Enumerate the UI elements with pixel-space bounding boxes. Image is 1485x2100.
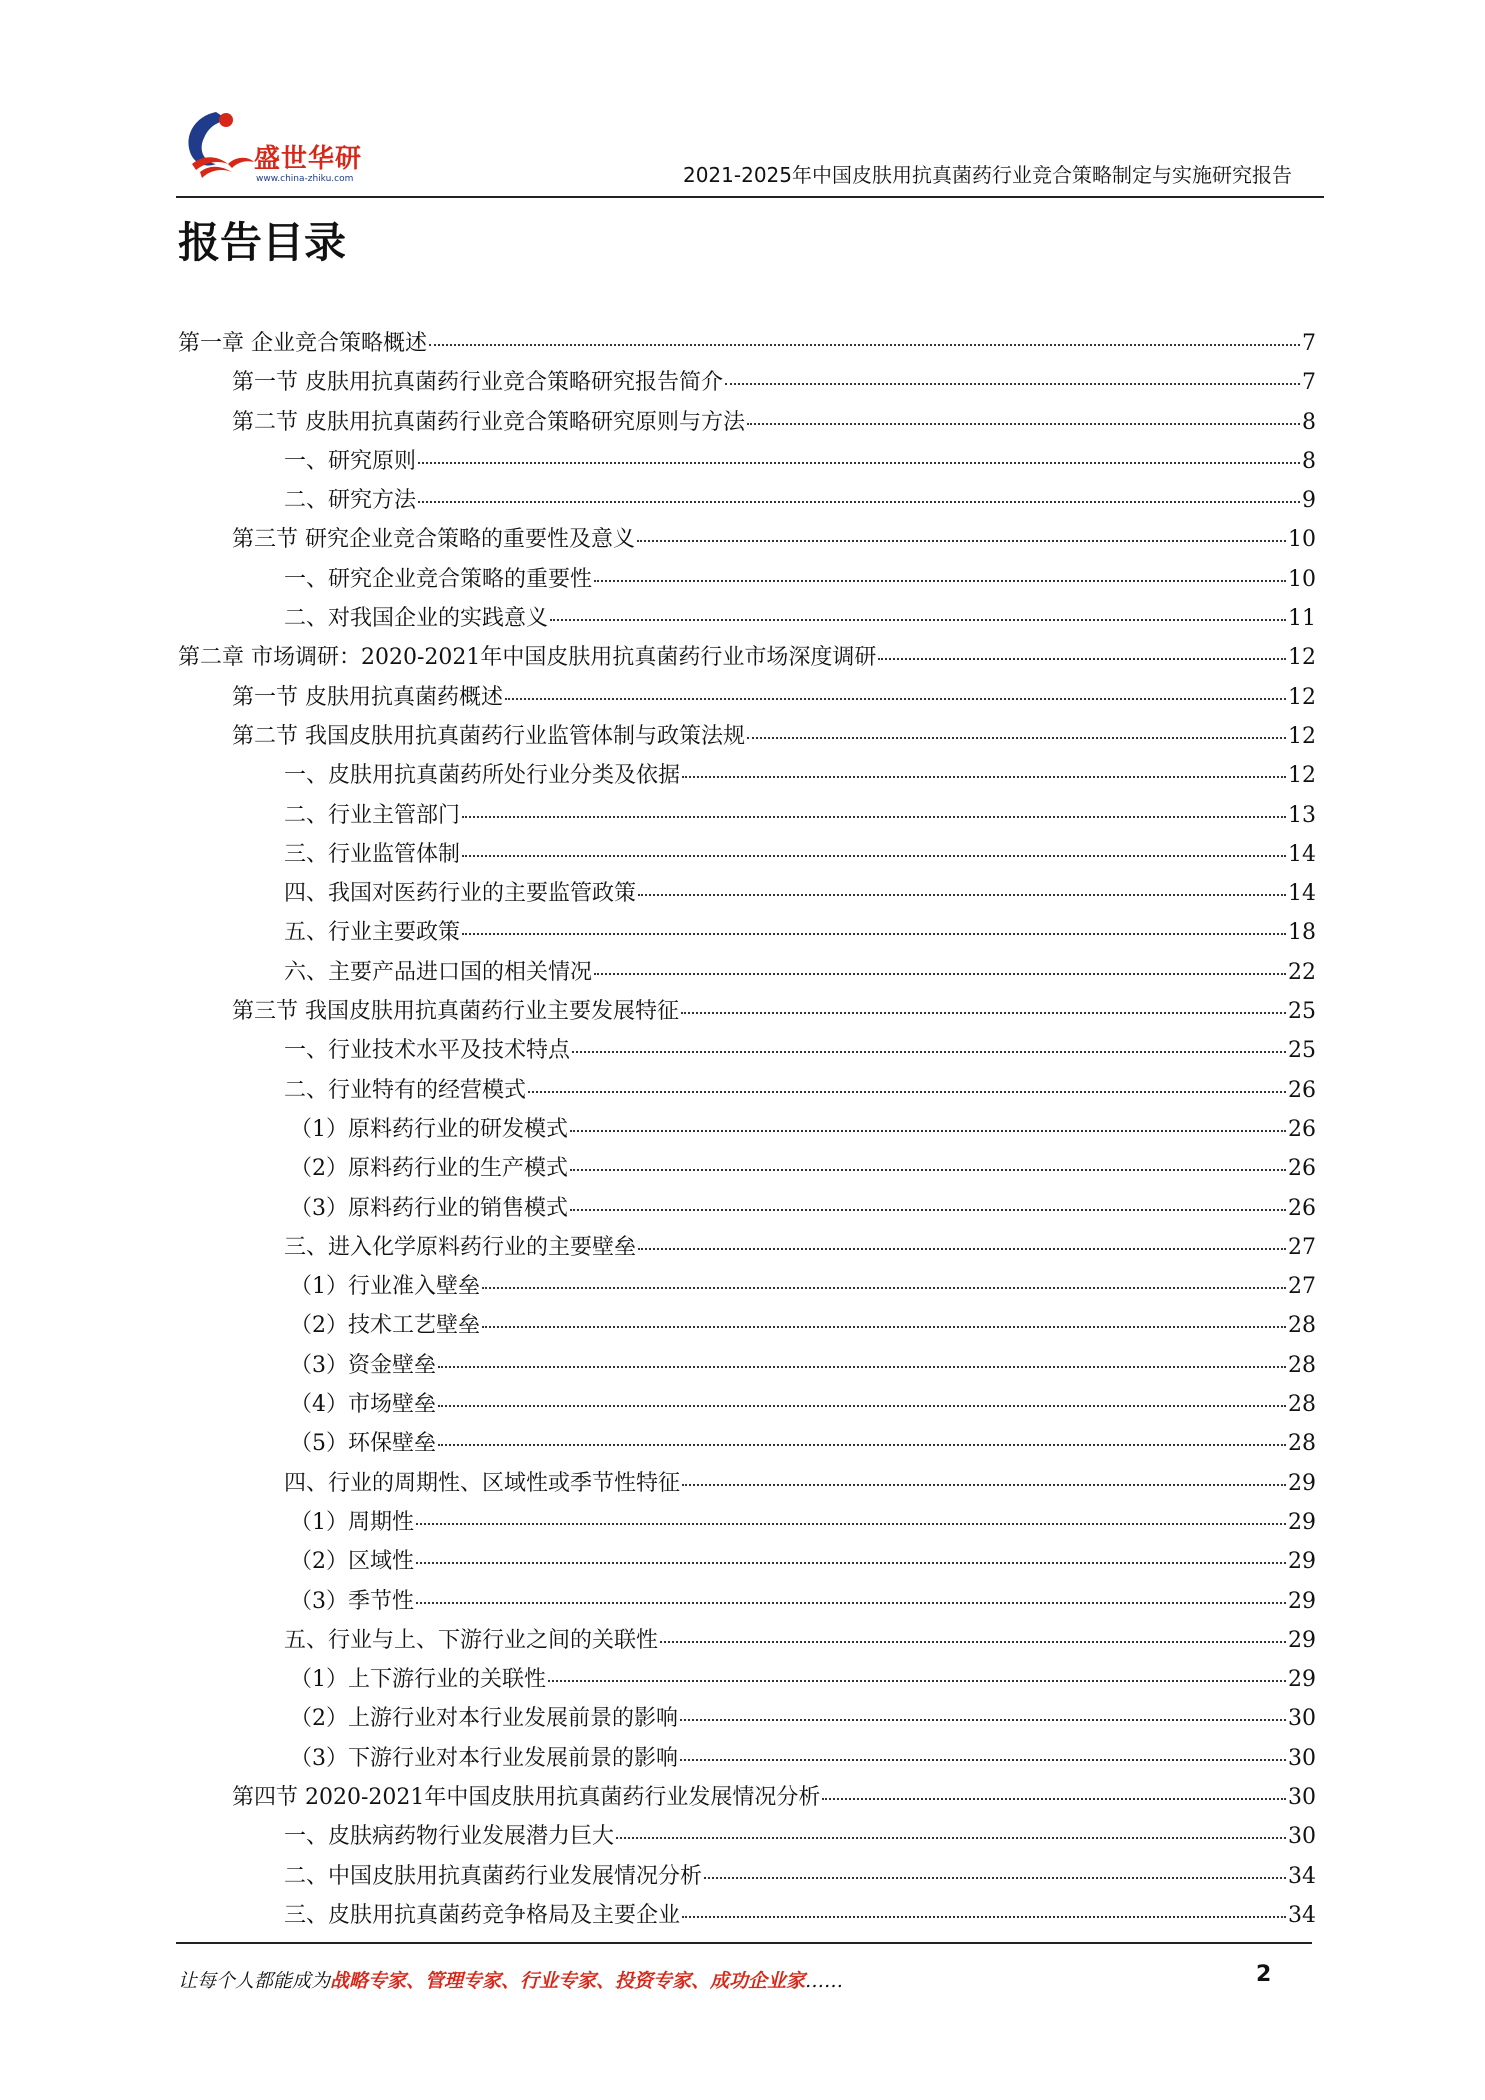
toc-dot-leader xyxy=(682,776,1286,778)
toc-entry-page: 12 xyxy=(1288,763,1316,789)
toc-entry-page: 30 xyxy=(1288,1706,1316,1732)
toc-entry-title: 二、对我国企业的实践意义 xyxy=(284,606,549,632)
toc-entry-page: 10 xyxy=(1288,527,1316,553)
toc-entry[interactable] xyxy=(178,758,1316,797)
toc-entry[interactable] xyxy=(178,1505,1316,1544)
toc-entry[interactable] xyxy=(178,326,1316,365)
toc-entry-title: （1）周期性 xyxy=(290,1509,414,1535)
toc-dot-leader xyxy=(418,462,1300,464)
toc-entry-title: 第一章 企业竞合策略概述 xyxy=(178,331,427,356)
toc-entry[interactable] xyxy=(178,1544,1316,1583)
toc-entry-title: （4）市场壁垒 xyxy=(290,1392,436,1418)
toc-entry[interactable] xyxy=(178,719,1316,758)
page-number: 2 xyxy=(1256,1962,1272,1987)
toc-entry-title: 一、研究原则 xyxy=(284,448,417,474)
toc-entry-page: 27 xyxy=(1288,1234,1316,1260)
footer-prefix: 让每个人都能成为 xyxy=(178,1970,331,1992)
toc-dot-leader xyxy=(822,1798,1286,1800)
toc-entry[interactable] xyxy=(178,915,1316,954)
toc-dot-leader xyxy=(878,658,1286,660)
toc-entry-title: 三、皮肤用抗真菌药竞争格局及主要企业 xyxy=(284,1902,681,1928)
logo-name: 盛世华研 xyxy=(254,144,363,174)
toc-entry[interactable] xyxy=(178,1859,1316,1898)
toc-entry-page: 18 xyxy=(1288,920,1316,946)
toc-entry[interactable] xyxy=(178,1466,1316,1505)
toc-entry-page: 28 xyxy=(1288,1352,1316,1378)
toc-entry-title: （2）上游行业对本行业发展前景的影响 xyxy=(290,1706,678,1732)
toc-entry-page: 27 xyxy=(1288,1274,1316,1300)
toc-entry-title: 第三节 我国皮肤用抗真菌药行业主要发展特征 xyxy=(232,999,679,1025)
company-logo xyxy=(176,106,396,190)
toc-dot-leader xyxy=(616,1837,1286,1839)
toc-entry[interactable] xyxy=(178,1662,1316,1701)
toc-entry-title: （2）技术工艺壁垒 xyxy=(290,1313,480,1339)
toc-entry-title: （3）资金壁垒 xyxy=(290,1352,436,1378)
toc-entry-title: 第二章 市场调研：2020-2021年中国皮肤用抗真菌药行业市场深度调研 xyxy=(178,645,877,671)
toc-entry[interactable] xyxy=(178,798,1316,837)
toc-entry[interactable] xyxy=(178,955,1316,994)
toc-dot-leader xyxy=(680,1759,1286,1761)
toc-entry-title: 四、我国对医药行业的主要监管政策 xyxy=(284,881,637,907)
toc-dot-leader xyxy=(572,1051,1286,1053)
toc-dot-leader xyxy=(462,933,1286,935)
toc-entry-page: 30 xyxy=(1288,1745,1316,1771)
toc-dot-leader xyxy=(637,540,1286,542)
toc-entry-title: （2）区域性 xyxy=(290,1549,414,1575)
toc-entry-page: 10 xyxy=(1288,566,1316,592)
toc-entry[interactable] xyxy=(178,680,1316,719)
toc-entry-title: 一、研究企业竞合策略的重要性 xyxy=(284,566,593,592)
toc-entry-title: 一、皮肤用抗真菌药所处行业分类及依据 xyxy=(284,763,681,789)
toc-entry[interactable] xyxy=(178,1191,1316,1230)
toc-dot-leader xyxy=(747,737,1286,739)
toc-entry[interactable] xyxy=(178,876,1316,915)
toc-entry[interactable] xyxy=(178,483,1316,522)
toc-entry[interactable] xyxy=(178,1701,1316,1740)
toc-entry[interactable] xyxy=(178,601,1316,640)
toc-dot-leader xyxy=(482,1326,1286,1328)
footer-highlight: 战略专家、管理专家、行业专家、投资专家、成功企业家 xyxy=(330,1970,806,1992)
toc-entry-title: 二、行业特有的经营模式 xyxy=(284,1077,527,1103)
toc-dot-leader xyxy=(747,423,1300,425)
toc-entry-title: 二、研究方法 xyxy=(284,488,417,514)
toc-entry-title: 一、行业技术水平及技术特点 xyxy=(284,1038,571,1064)
toc-entry-page: 34 xyxy=(1288,1902,1316,1928)
toc-entry[interactable] xyxy=(178,365,1316,404)
toc-entry-title: 四、行业的周期性、区域性或季节性特征 xyxy=(284,1470,681,1496)
toc-entry[interactable] xyxy=(178,1623,1316,1662)
toc-entry[interactable] xyxy=(178,1230,1316,1269)
toc-entry[interactable] xyxy=(178,640,1316,679)
toc-entry[interactable] xyxy=(178,837,1316,876)
toc-entry-page: 29 xyxy=(1288,1509,1316,1535)
toc-entry-page: 7 xyxy=(1302,331,1316,356)
toc-entry-title: （5）环保壁垒 xyxy=(290,1431,436,1457)
toc-entry-title: 一、皮肤病药物行业发展潜力巨大 xyxy=(284,1824,615,1850)
toc-entry-page: 13 xyxy=(1288,802,1316,828)
toc-entry-title: 第一节 皮肤用抗真菌药概述 xyxy=(232,684,503,710)
toc-entry-page: 28 xyxy=(1288,1392,1316,1418)
toc-entry[interactable] xyxy=(178,1780,1316,1819)
toc-entry[interactable] xyxy=(178,1033,1316,1072)
toc-entry[interactable] xyxy=(178,1898,1316,1937)
toc-dot-leader xyxy=(416,1523,1286,1525)
toc-entry-page: 29 xyxy=(1288,1667,1316,1693)
toc-dot-leader xyxy=(638,1248,1286,1250)
toc-entry-page: 7 xyxy=(1302,370,1316,396)
toc-entry[interactable] xyxy=(178,1073,1316,1112)
toc-dot-leader xyxy=(550,619,1286,621)
toc-entry[interactable] xyxy=(178,1741,1316,1780)
toc-entry-page: 29 xyxy=(1288,1627,1316,1653)
logo-url: www.china-zhiku.com xyxy=(256,174,354,184)
toc-dot-leader xyxy=(548,1680,1286,1682)
footer-slogan xyxy=(178,1966,843,1993)
toc-entry[interactable] xyxy=(178,1269,1316,1308)
toc-dot-leader xyxy=(638,894,1286,896)
toc-dot-leader xyxy=(594,973,1286,975)
toc-dot-leader xyxy=(429,344,1300,346)
toc-entry-page: 25 xyxy=(1288,1038,1316,1064)
toc-entry-title: 第一节 皮肤用抗真菌药行业竞合策略研究报告简介 xyxy=(232,370,723,396)
toc-entry-title: 五、行业与上、下游行业之间的关联性 xyxy=(284,1627,659,1653)
toc-dot-leader xyxy=(570,1209,1286,1211)
toc-entry-page: 29 xyxy=(1288,1588,1316,1614)
toc-entry-title: （3）季节性 xyxy=(290,1588,414,1614)
toc-entry-title: 第二节 我国皮肤用抗真菌药行业监管体制与政策法规 xyxy=(232,723,745,749)
report-title: 2021-2025年中国皮肤用抗真菌药行业竞合策略制定与实施研究报告 xyxy=(682,163,1292,187)
toc-entry[interactable] xyxy=(178,1112,1316,1151)
toc-entry-page: 26 xyxy=(1288,1116,1316,1142)
toc-entry[interactable] xyxy=(178,1308,1316,1347)
toc-dot-leader xyxy=(682,1484,1286,1486)
toc-entry-title: （3）下游行业对本行业发展前景的影响 xyxy=(290,1745,678,1771)
toc-dot-leader xyxy=(482,1287,1286,1289)
toc-entry-page: 34 xyxy=(1288,1863,1316,1889)
toc-entry-title: （2）原料药行业的生产模式 xyxy=(290,1156,568,1182)
page-header xyxy=(176,96,1324,198)
toc-entry-page: 26 xyxy=(1288,1156,1316,1182)
toc-dot-leader xyxy=(681,1012,1286,1014)
toc-entry-title: （3）原料药行业的销售模式 xyxy=(290,1195,568,1221)
toc-entry-page: 29 xyxy=(1288,1470,1316,1496)
toc-entry-title: 三、行业监管体制 xyxy=(284,841,461,867)
footer-suffix: …… xyxy=(805,1970,844,1992)
toc-entry-page: 26 xyxy=(1288,1077,1316,1103)
toc-entry-title: （1）行业准入壁垒 xyxy=(290,1274,480,1300)
toc-dot-leader xyxy=(680,1719,1286,1721)
toc-dot-leader xyxy=(570,1130,1286,1132)
toc-entry-page: 8 xyxy=(1302,448,1316,474)
toc-entry-title: 二、中国皮肤用抗真菌药行业发展情况分析 xyxy=(284,1863,703,1889)
toc-dot-leader xyxy=(505,698,1286,700)
toc-entry-page: 28 xyxy=(1288,1431,1316,1457)
toc-entry-page: 14 xyxy=(1288,881,1316,907)
toc-dot-leader xyxy=(416,1602,1286,1604)
toc-dot-leader xyxy=(416,1562,1286,1564)
toc-entry-page: 30 xyxy=(1288,1784,1316,1810)
toc-entry[interactable] xyxy=(178,1151,1316,1190)
logo-emblem-icon xyxy=(176,106,266,190)
toc-entry-title: 第二节 皮肤用抗真菌药行业竞合策略研究原则与方法 xyxy=(232,409,745,435)
toc-entry[interactable] xyxy=(178,1426,1316,1465)
toc-dot-leader xyxy=(594,580,1286,582)
toc-entry-page: 12 xyxy=(1288,723,1316,749)
toc-dot-leader xyxy=(438,1366,1286,1368)
toc-dot-leader xyxy=(418,501,1300,503)
toc-entry-page: 11 xyxy=(1288,606,1316,632)
toc-entry[interactable] xyxy=(178,1819,1316,1858)
toc-dot-leader xyxy=(704,1877,1286,1879)
toc-entry[interactable] xyxy=(178,1584,1316,1623)
toc-entry-title: 五、行业主要政策 xyxy=(284,920,461,946)
toc-entry-title: 三、进入化学原料药行业的主要壁垒 xyxy=(284,1234,637,1260)
toc-entry-title: 六、主要产品进口国的相关情况 xyxy=(284,959,593,985)
table-of-contents xyxy=(178,326,1316,1937)
toc-entry-page: 28 xyxy=(1288,1313,1316,1339)
toc-entry[interactable] xyxy=(178,562,1316,601)
toc-dot-leader xyxy=(438,1405,1286,1407)
toc-entry-page: 30 xyxy=(1288,1824,1316,1850)
toc-entry-page: 25 xyxy=(1288,999,1316,1025)
toc-dot-leader xyxy=(682,1916,1286,1918)
toc-dot-leader xyxy=(660,1641,1286,1643)
toc-entry[interactable] xyxy=(178,522,1316,561)
toc-entry[interactable] xyxy=(178,1387,1316,1426)
toc-dot-leader xyxy=(462,816,1286,818)
toc-entry[interactable] xyxy=(178,444,1316,483)
toc-entry-title: 二、行业主管部门 xyxy=(284,802,461,828)
toc-entry-page: 12 xyxy=(1288,645,1316,671)
toc-entry-page: 29 xyxy=(1288,1549,1316,1575)
toc-dot-leader xyxy=(725,383,1300,385)
toc-entry-page: 12 xyxy=(1288,684,1316,710)
toc-dot-leader xyxy=(528,1091,1286,1093)
toc-entry-page: 26 xyxy=(1288,1195,1316,1221)
toc-dot-leader xyxy=(570,1169,1286,1171)
page-title: 报告目录 xyxy=(178,218,347,267)
footer-divider xyxy=(176,1942,1312,1944)
toc-entry-page: 14 xyxy=(1288,841,1316,867)
toc-entry-page: 8 xyxy=(1302,409,1316,435)
toc-entry[interactable] xyxy=(178,405,1316,444)
toc-entry-page: 22 xyxy=(1288,959,1316,985)
toc-entry[interactable] xyxy=(178,994,1316,1033)
toc-entry-page: 9 xyxy=(1302,488,1316,514)
toc-entry-title: （1）原料药行业的研发模式 xyxy=(290,1116,568,1142)
toc-entry-title: 第三节 研究企业竞合策略的重要性及意义 xyxy=(232,527,635,553)
toc-dot-leader xyxy=(462,855,1286,857)
toc-entry-title: （1）上下游行业的关联性 xyxy=(290,1667,546,1693)
toc-entry[interactable] xyxy=(178,1348,1316,1387)
toc-entry-title: 第四节 2020-2021年中国皮肤用抗真菌药行业发展情况分析 xyxy=(232,1784,821,1810)
toc-dot-leader xyxy=(438,1444,1286,1446)
